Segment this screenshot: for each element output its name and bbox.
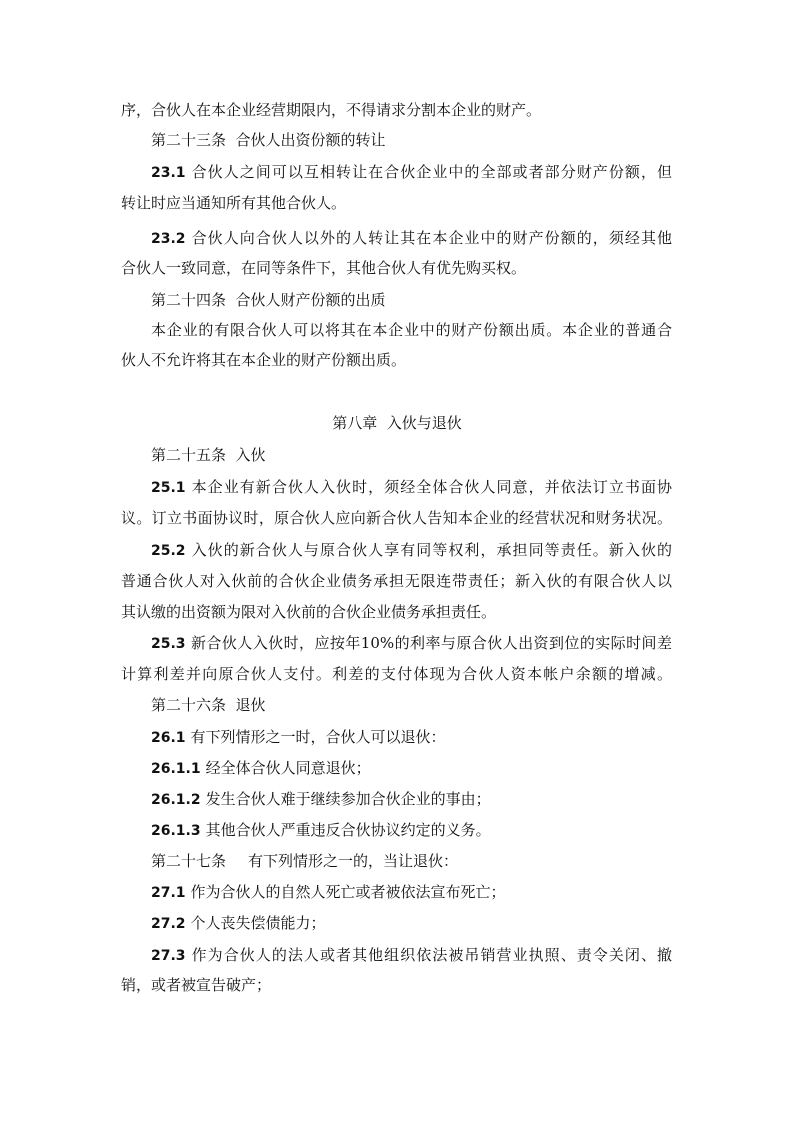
article-heading-text: 第二十四条 合伙人财产份额的出质 [151,291,386,309]
clause-number: 26.1 [151,730,186,746]
paragraph-text: 新合伙人入伙时，应按年10%的利率与原合伙人出资到位的实际时间差 [190,634,672,652]
paragraph-text: 合伙人一致同意，在同等条件下，其他合伙人有优先购买权。 [121,259,527,277]
clause-25-1-line1 [0,472,794,502]
paragraph-text: 其他合伙人严重违反合伙协议约定的义务。 [205,821,491,839]
paragraph-text: 作为合伙人的法人或者其他组织依法被吊销营业执照、责令关闭、撤 [190,946,672,964]
paragraph-text: 销，或者被宣告破产； [121,976,272,994]
clause-number: 27.2 [151,916,186,932]
chapter-title [0,408,794,438]
clause-number: 26.1.3 [151,823,201,839]
clause-number: 25.1 [151,480,186,496]
paragraph-text: 作为合伙人的自然人死亡或者被依法宣布死亡； [190,883,506,901]
clause-26-1-3 [0,815,794,845]
clause-23-1-line1 [0,157,794,187]
article-24-line2 [0,345,794,375]
paragraph-text: 个人丧失偿债能力； [190,914,326,932]
article-heading-text: 第二十三条 合伙人出资份额的转让 [151,131,386,149]
clause-25-1-line2 [0,503,794,533]
clause-number: 25.3 [151,636,186,652]
paragraph-text: 伙人不允许将其在本企业的财产份额出质。 [121,351,407,369]
article-24-line1 [0,315,794,345]
article-heading-text: 第二十六条 退伙 [151,696,266,714]
clause-number: 27.1 [151,885,186,901]
clause-27-2 [0,908,794,938]
clause-23-2-line2 [0,253,794,283]
article-23-heading [0,125,794,155]
clause-23-2-line1 [0,223,794,253]
clause-number: 23.1 [151,165,186,181]
article-heading-text: 有下列情形之一的，当让退伙： [248,852,459,870]
article-25-heading [0,440,794,470]
chapter-title-text: 第八章 入伙与退伙 [332,414,462,432]
paragraph-text: 本企业有新合伙人入伙时，须经全体合伙人同意，并依法订立书面协 [190,478,672,496]
clause-number: 26.1.1 [151,761,201,777]
paragraph-text: 经全体合伙人同意退伙； [205,759,371,777]
clause-26-1 [0,722,794,752]
clause-26-1-1 [0,753,794,783]
clause-23-1-line2 [0,188,794,218]
article-heading-label: 第二十七条 [151,852,227,870]
article-24-heading [0,285,794,315]
clause-number: 23.2 [151,231,186,247]
article-heading-text: 第二十五条 入伙 [151,446,266,464]
clause-26-1-2 [0,784,794,814]
paragraph-text: 序，合伙人在本企业经营期限内，不得请求分割本企业的财产。 [121,101,542,119]
paragraph-text: 普通合伙人对入伙前的合伙企业债务承担无限连带责任；新入伙的有限合伙人以 [121,572,672,590]
paragraph-text: 入伙的新合伙人与原合伙人享有同等权利，承担同等责任。新入伙的 [190,541,672,559]
paragraph-text: 转让时应当通知所有其他合伙人。 [121,194,347,212]
paragraph-text: 其认缴的出资额为限对入伙前的合伙企业债务承担责任。 [121,603,497,621]
paragraph-text: 议。订立书面协议时，原合伙人应向新合伙人告知本企业的经营状况和财务状况。 [121,509,672,527]
clause-25-2-line3 [0,597,794,627]
paragraph-text: 合伙人之间可以互相转让在合伙企业中的全部或者部分财产份额，但 [190,163,672,181]
clause-25-3-line2 [0,659,794,689]
paragraph-text: 合伙人向合伙人以外的人转让其在本企业中的财产份额的，须经其他 [190,229,672,247]
paragraph-text: 计算利差并向原合伙人支付。利差的支付体现为合伙人资本帐户余额的增减。 [121,665,672,683]
paragraph-text: 本企业的有限合伙人可以将其在本企业中的财产份额出质。本企业的普通合 [151,321,672,339]
clause-number: 27.3 [151,948,186,964]
clause-25-3-line1 [0,628,794,658]
clause-number: 26.1.2 [151,792,201,808]
clause-number: 25.2 [151,543,186,559]
article-22-tail-line [0,95,794,125]
clause-27-3-line1 [0,940,794,970]
clause-25-2-line1 [0,535,794,565]
article-26-heading [0,690,794,720]
paragraph-text: 有下列情形之一时，合伙人可以退伙： [190,728,446,746]
clause-27-1 [0,877,794,907]
clause-25-2-line2 [0,566,794,596]
article-27-heading [0,846,794,876]
clause-27-3-line2 [0,970,794,1000]
paragraph-text: 发生合伙人难于继续参加合伙企业的事由； [205,790,491,808]
